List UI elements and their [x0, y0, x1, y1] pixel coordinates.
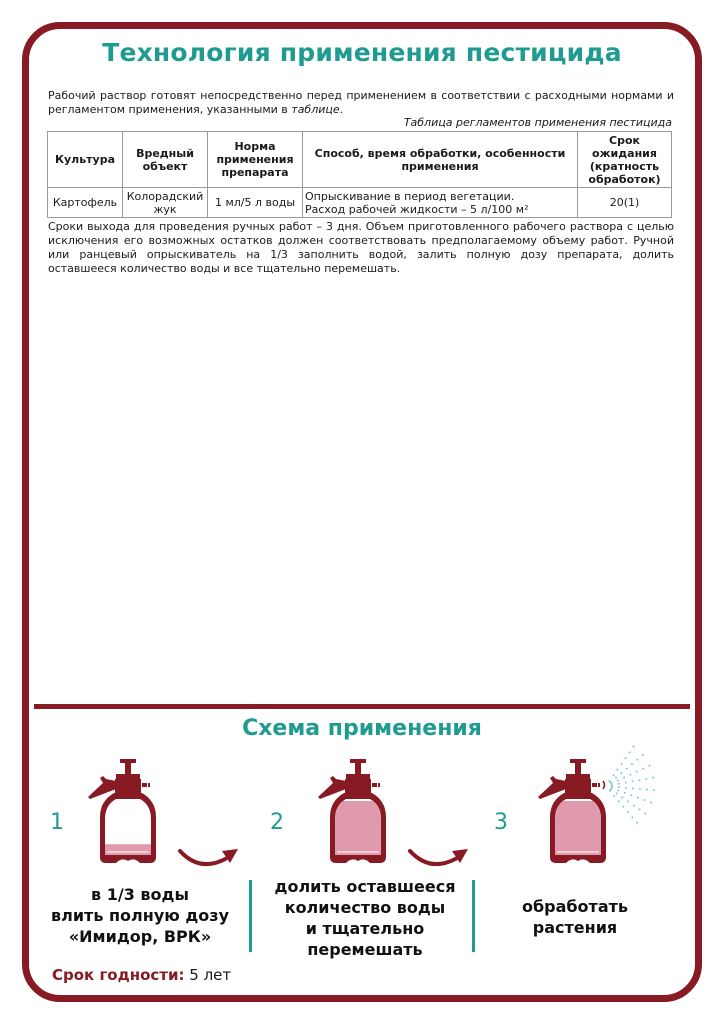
mist-dot [650, 801, 652, 803]
step-3-caption [470, 896, 680, 938]
mist-dot [642, 768, 644, 770]
mist-dot [642, 754, 644, 756]
mist-dot [616, 769, 618, 771]
mist-dot [639, 788, 641, 790]
arrow-right-curved-icon [406, 845, 472, 875]
mist-dot [653, 789, 655, 791]
mist-dot [609, 790, 611, 792]
step-1-line: влить полную дозу [50, 906, 230, 925]
step-3-number: 3 [494, 810, 508, 835]
step-2-line: и тщательно [305, 919, 425, 938]
mist-dot [649, 765, 651, 767]
plunger-rod [125, 762, 131, 774]
mist-dot [631, 763, 633, 765]
mist-dot [626, 768, 628, 770]
mist-dot [646, 789, 648, 791]
header-pest: Вредный объект [123, 132, 208, 188]
cell-method-line1: Опрыскивание в период вегетации. [305, 189, 515, 203]
step-separator [249, 880, 252, 952]
pump-head [345, 779, 371, 793]
page-title: Технология применения пестицида [102, 38, 622, 67]
mist-dot [618, 800, 620, 802]
pump-collar [566, 774, 590, 779]
shelf-life-value: 5 лет [189, 966, 232, 984]
mist-dot [639, 809, 641, 811]
mist-dot [617, 789, 619, 791]
cell-culture: Картофель [48, 188, 123, 218]
notes-paragraph: Сроки выхода для проведения ручных работ – 3 дня. Объем приготовленного рабочего раствора с целью исключения его возможных остатков должен соответствовать предполагаемому объему работ. Ручной или ранцевый опрыскиватель на 1/3 заполнить водой, залить полную дозу препарата, долить оставшееся количество воды и все тщательно перемешать. [48, 220, 674, 275]
step-1-line: «Имидор, ВРК» [68, 927, 212, 946]
bottle-liquid [105, 844, 151, 855]
header-method: Способ, время обработки, особенности применения [303, 132, 578, 188]
table-header-row [48, 132, 672, 188]
mist-dot [624, 792, 626, 794]
cell-waiting: 20(1) [578, 188, 672, 218]
step-3-line: обработать [521, 897, 629, 916]
mist-dot [652, 777, 654, 779]
mist-dot [632, 787, 634, 789]
table-row [48, 188, 672, 218]
step-2-caption [260, 876, 470, 960]
arrow-right-curved-icon [176, 845, 242, 875]
header-waiting: Срок ожидания (кратность обработок) [578, 132, 672, 188]
mist-dot [636, 771, 638, 773]
intro-text: Рабочий раствор готовят непосредственно перед применением в соответствии с расходными нормами и регламентом применения, указанными в [48, 89, 674, 116]
step-2-line: перемешать [307, 940, 423, 959]
plunger-rod [355, 762, 361, 774]
step-2-number: 2 [270, 810, 284, 835]
step-2-line: количество воды [284, 898, 446, 917]
section-divider [34, 704, 690, 709]
mist-dot [623, 777, 625, 779]
header-culture: Культура [48, 132, 123, 188]
mist-dot [613, 795, 615, 797]
mist-dot [620, 763, 622, 765]
sprayer-one-third-full-icon [86, 757, 170, 865]
mist-dot [629, 774, 631, 776]
nozzle-tip [148, 783, 150, 787]
mist-dot [630, 794, 632, 796]
intro-paragraph [48, 89, 674, 117]
pump-collar [346, 774, 370, 779]
step-3-line: растения [532, 918, 618, 937]
mist-dot [627, 811, 629, 813]
nozzle-tip [378, 783, 380, 787]
mist-dot [622, 806, 624, 808]
cell-method-line2: Расход рабочей жидкости – 5 л/100 м² [305, 202, 529, 216]
mist-dot [625, 782, 627, 784]
shelf-life [52, 965, 231, 985]
cell-pest: Колорадский жук [123, 188, 208, 218]
mist-dot [636, 822, 638, 824]
mist-dot [625, 757, 627, 759]
pump-collar [116, 774, 140, 779]
mist-dot [629, 751, 631, 753]
mist-dot [644, 813, 646, 815]
mist-dot [632, 780, 634, 782]
mist-dot [633, 746, 635, 748]
mist-dot [644, 799, 646, 801]
mist-dot [612, 774, 614, 776]
step-1-number: 1 [50, 810, 64, 835]
pump-head [115, 779, 141, 793]
bottle-liquid [335, 801, 381, 855]
nozzle [372, 783, 377, 787]
mist-dot [637, 797, 639, 799]
intro-text-end: . [339, 103, 344, 116]
mist-dot [633, 805, 635, 807]
step-2-line: долить оставшееся [274, 877, 456, 896]
mist-spray-icon [604, 744, 664, 828]
step-1-caption [35, 884, 245, 947]
shelf-life-label: Срок годности: [52, 966, 185, 984]
mist-dot [627, 800, 629, 802]
mist-dot [617, 780, 619, 782]
mist-dot [631, 816, 633, 818]
mist-dot [645, 778, 647, 780]
mist-dot [616, 792, 618, 794]
mist-dot [618, 786, 620, 788]
nozzle-tip [598, 783, 600, 787]
mist-dot [621, 796, 623, 798]
regulations-table [47, 131, 672, 218]
mist-dot [625, 787, 627, 789]
header-rate: Норма применения препарата [208, 132, 303, 188]
nozzle [592, 783, 597, 787]
mist-dot [636, 759, 638, 761]
sprayer-full-icon [316, 757, 400, 865]
nozzle [142, 783, 147, 787]
pump-head [565, 779, 591, 793]
bottle-liquid [555, 801, 601, 855]
cell-rate: 1 мл/5 л воды [208, 188, 303, 218]
intro-italic-text: таблице [291, 103, 340, 116]
mist-dot [615, 777, 617, 779]
mist-dot [620, 772, 622, 774]
cell-method [303, 188, 578, 218]
step-1-line: в 1/3 воды [91, 885, 189, 904]
plunger-rod [575, 762, 581, 774]
mist-dot [638, 779, 640, 781]
mist-dot [618, 783, 620, 785]
scheme-title: Схема применения [242, 716, 482, 741]
table-caption: Таблица регламентов применения пестицида [403, 116, 672, 129]
